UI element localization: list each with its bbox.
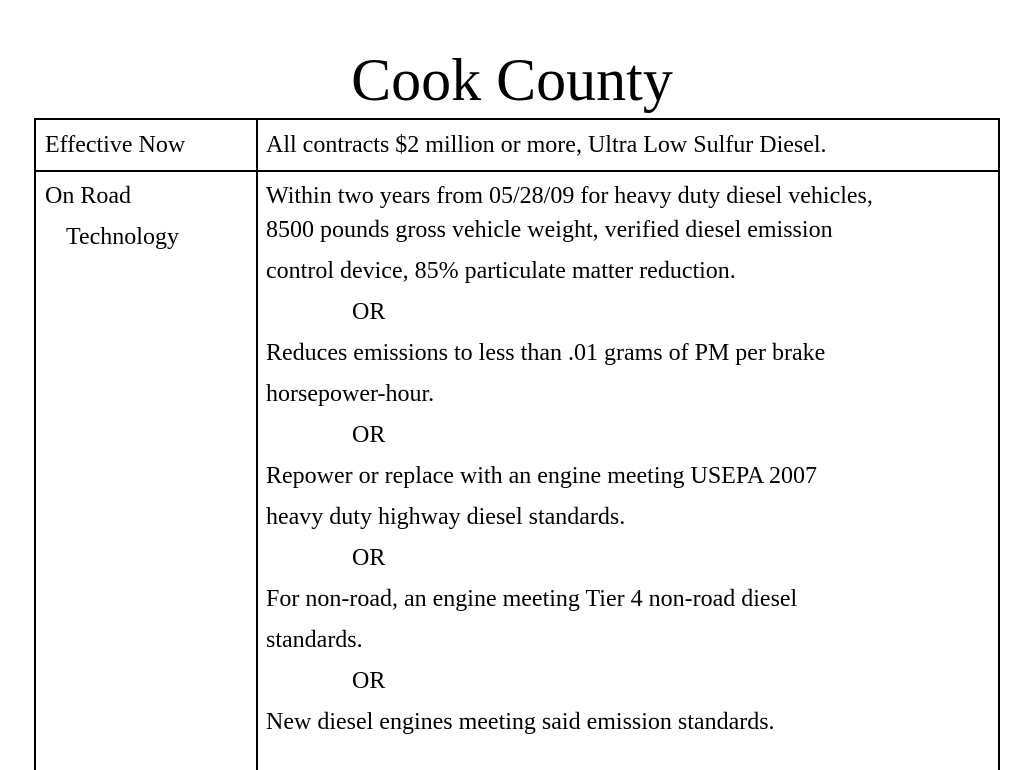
requirements-table (34, 118, 1000, 770)
detail-line: horsepower-hour. (266, 381, 435, 407)
or-separator: OR (352, 299, 386, 325)
or-separator: OR (352, 545, 386, 571)
detail-line: control device, 85% particulate matter reduction. (266, 258, 736, 284)
on-road-label: On Road (45, 183, 131, 209)
column-divider (256, 120, 258, 770)
row-divider (36, 170, 998, 172)
detail-line: heavy duty highway diesel standards. (266, 504, 626, 530)
detail-line: standards. (266, 627, 363, 653)
detail-line: 8500 pounds gross vehicle weight, verified diesel emission (266, 217, 833, 243)
or-separator: OR (352, 422, 386, 448)
slide-title: Cook County (351, 47, 673, 113)
effective-now-value: All contracts $2 million or more, Ultra Low Sulfur Diesel. (266, 132, 827, 158)
effective-now-label: Effective Now (45, 132, 186, 158)
detail-line: For non-road, an engine meeting Tier 4 non-road diesel (266, 586, 798, 612)
detail-line: New diesel engines meeting said emission standards. (266, 709, 775, 735)
detail-line: Within two years from 05/28/09 for heavy duty diesel vehicles, (266, 183, 873, 209)
or-separator: OR (352, 668, 386, 694)
technology-label: Technology (66, 224, 179, 250)
detail-line: Reduces emissions to less than .01 grams of PM per brake (266, 340, 826, 366)
detail-line: Repower or replace with an engine meeting USEPA 2007 (266, 463, 817, 489)
